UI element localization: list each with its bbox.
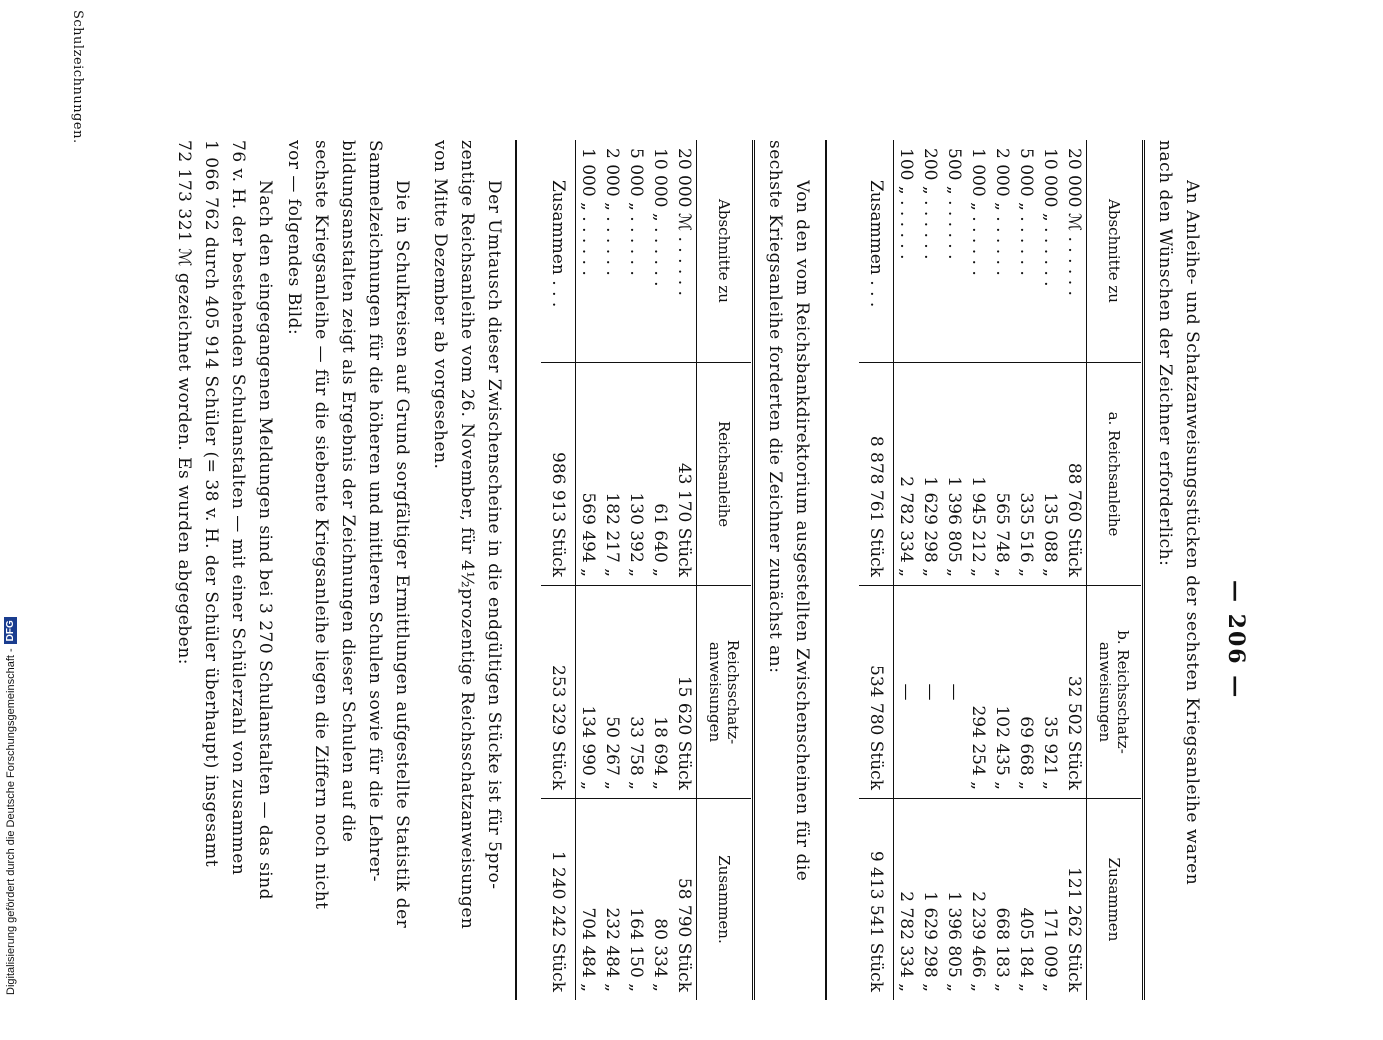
text-line: sechste Kriegsanleihe — für die siebente Kriegsanleihe liegen die Ziffern noch nicht [311, 140, 331, 910]
table-cell: 15 620 Stück [672, 586, 697, 799]
table-cell: 2 782 334 „ [894, 363, 919, 586]
table-rule [515, 140, 517, 1000]
digitization-credit [4, 617, 17, 995]
table-cell: 2 239 466 „ [966, 799, 990, 1001]
table-cell: 294 254 „ [966, 586, 990, 799]
table-cell: 58 790 Stück [672, 799, 697, 1001]
table-row [894, 140, 919, 1000]
table-cell: 80 334 „ [648, 799, 672, 1001]
table-cell: 565 748 „ [990, 363, 1014, 586]
table-rule [752, 140, 755, 1000]
text-line: An Anleihe- und Schatzanweisungsstücken der sechsten Kriegsanleihe waren [1182, 180, 1202, 886]
text-line: nach den Wünschen der Zeichner erforderlich: [1155, 140, 1175, 567]
schools-paragraph [280, 140, 415, 1040]
column-header: Zusammen [1087, 799, 1142, 1001]
column-header: Reichsschatz-anweisungen [697, 586, 752, 799]
table-row [672, 140, 697, 1000]
table-total-row [859, 140, 894, 1000]
table-cell: 20 000 ℳ . . . . . . [1064, 148, 1084, 296]
credit-text: Digitalisierung gefördert durch die Deutsche Forschungsgemeinschaft - [4, 648, 17, 995]
report-paragraph [170, 140, 278, 1040]
table-cell: 704 484 „ [576, 799, 601, 1001]
table-cell: 1 629 298 „ [918, 799, 942, 1001]
table-cell: 35 921 „ [1038, 586, 1062, 799]
text-line: 1 066 762 durch 405 914 Schüler (= 38 v. H. der Schüler überhaupt) insgesamt [201, 140, 221, 868]
table-cell: 5 000 „ . . . . . . [626, 148, 646, 276]
text-line: Die in Schulkreisen auf Grund sorgfältiger Ermittlungen aufgestellte Statistik der [392, 180, 412, 929]
text-line: bildungsanstalten zeigt als Ergebnis der Zeichnungen dieser Schulen auf die [338, 140, 358, 843]
table-cell: 10 000 „ . . . . . . [1040, 148, 1060, 287]
column-header: Reichsanleihe [697, 363, 752, 586]
table-cell: 20 000 ℳ . . . . . . [674, 148, 694, 296]
table-cell: 33 758 „ [624, 586, 648, 799]
table-row [1062, 140, 1087, 1000]
table-cell: 61 640 „ [648, 363, 672, 586]
total-cell: 253 329 Stück [541, 586, 576, 799]
table-cell: 335 516 „ [1014, 363, 1038, 586]
total-cell: 986 913 Stück [541, 363, 576, 586]
column-header: Zusammen. [697, 799, 752, 1001]
text-line: 72 173 321 ℳ gezeichnet worden. Es wurden abgegeben: [174, 140, 194, 666]
table-row [576, 140, 601, 1000]
table-cell: 134 990 „ [576, 586, 601, 799]
table-row [966, 140, 990, 1000]
table-cell: 1 396 805 „ [942, 363, 966, 586]
mid-paragraph [761, 140, 815, 1040]
table-cell: 500 „ . . . . . . [944, 148, 964, 260]
table-cell: 1 945 212 „ [966, 363, 990, 586]
table-cell: 171 009 „ [1038, 799, 1062, 1001]
table-cell: 43 170 Stück [672, 363, 697, 586]
column-header: Abschnitte zu [1087, 140, 1142, 363]
text-line: vor — folgendes Bild: [284, 140, 304, 336]
text-line: 76 v. H. der bestehenden Schulanstalten — mit einer Schülerzahl von zusammen [228, 140, 248, 876]
table-cell: 5 000 „ . . . . . . [1016, 148, 1036, 276]
table-cell: 1 396 805 „ [942, 799, 966, 1001]
exchange-paragraph [426, 140, 507, 1040]
column-header: Abschnitte zu [697, 140, 752, 363]
table-total-row [541, 140, 576, 1000]
table-cell: 102 435 „ [990, 586, 1014, 799]
table-exchange-pieces [859, 140, 1141, 1000]
table-cell: 18 694 „ [648, 586, 672, 799]
text-line: sechste Kriegsanleihe forderten die Zeichner zunächst an: [765, 140, 785, 674]
table-cell: — [942, 586, 966, 799]
page-number: — 206 — [1223, 580, 1249, 700]
table-cell: 2 000 „ . . . . . . [602, 148, 622, 276]
table-cell: 100 „ . . . . . . [896, 148, 916, 260]
column-header: a. Reichsanleihe [1087, 363, 1142, 586]
table-row [1014, 140, 1038, 1000]
dfg-logo: DFG [4, 617, 17, 644]
table-cell: 1 629 298 „ [918, 363, 942, 586]
table-row [918, 140, 942, 1000]
table-row [990, 140, 1014, 1000]
table-row [624, 140, 648, 1000]
table-cell: 569 494 „ [576, 363, 601, 586]
table-cell: 130 392 „ [624, 363, 648, 586]
table-row [1038, 140, 1062, 1000]
table-cell: 232 484 „ [600, 799, 624, 1001]
table-cell: 10 000 „ . . . . . . [650, 148, 670, 287]
margin-note: Schulzeichnungen. [70, 10, 85, 144]
table-cell: 121 262 Stück [1062, 799, 1087, 1001]
total-cell: 534 780 Stück [859, 586, 894, 799]
table-interim-certificates [541, 140, 751, 1000]
total-cell: Zusammen . . . [541, 140, 576, 363]
table-rule [1142, 140, 1145, 1000]
table-cell: 88 760 Stück [1062, 363, 1087, 586]
table-cell: 69 668 „ [1014, 586, 1038, 799]
table-row [942, 140, 966, 1000]
table-row [600, 140, 624, 1000]
table-cell: 2 000 „ . . . . . . [992, 148, 1012, 276]
table-cell: 1 000 „ . . . . . . [578, 148, 598, 276]
table-cell: 182 217 „ [600, 363, 624, 586]
table-cell: 405 184 „ [1014, 799, 1038, 1001]
total-cell: 9 413 541 Stück [859, 799, 894, 1001]
total-cell: 1 240 242 Stück [541, 799, 576, 1001]
document-page [70, 10, 1249, 1000]
table-cell: 200 „ . . . . . . [920, 148, 940, 260]
table-cell: 1 000 „ . . . . . . [968, 148, 988, 276]
table-rule [825, 140, 827, 1000]
text-line: Sammelzeichnungen für die höheren und mittleren Schulen sowie für die Lehrer- [365, 140, 385, 883]
text-line: zentige Reichsanleihe vom 26. November, für 4½prozentige Reichsschatzanweisungen [457, 140, 477, 930]
text-line: Nach den eingegangenen Meldungen sind bei 3 270 Schulanstalten — das sind [255, 180, 275, 901]
table-cell: 164 150 „ [624, 799, 648, 1001]
table-cell: 2 782 334 „ [894, 799, 919, 1001]
table-row [648, 140, 672, 1000]
table-cell: 668 183 „ [990, 799, 1014, 1001]
table-cell: 32 502 Stück [1062, 586, 1087, 799]
text-line: von Mitte Dezember ab vorgesehen. [430, 140, 450, 470]
table-cell: — [894, 586, 919, 799]
text-line: Von den vom Reichsbankdirektorium ausgestellten Zwischenscheinen für die [792, 180, 812, 882]
text-line: Der Umtausch dieser Zwischenscheine in die endgültigen Stücke ist für 5pro- [484, 180, 504, 890]
table-cell: — [918, 586, 942, 799]
total-cell: 8 878 761 Stück [859, 363, 894, 586]
column-header: b. Reichsschatz-anweisungen [1087, 586, 1142, 799]
table-cell: 135 088 „ [1038, 363, 1062, 586]
intro-paragraph [1151, 140, 1205, 1040]
total-cell: Zusammen . . . [859, 140, 894, 363]
table-cell: 50 267 „ [600, 586, 624, 799]
